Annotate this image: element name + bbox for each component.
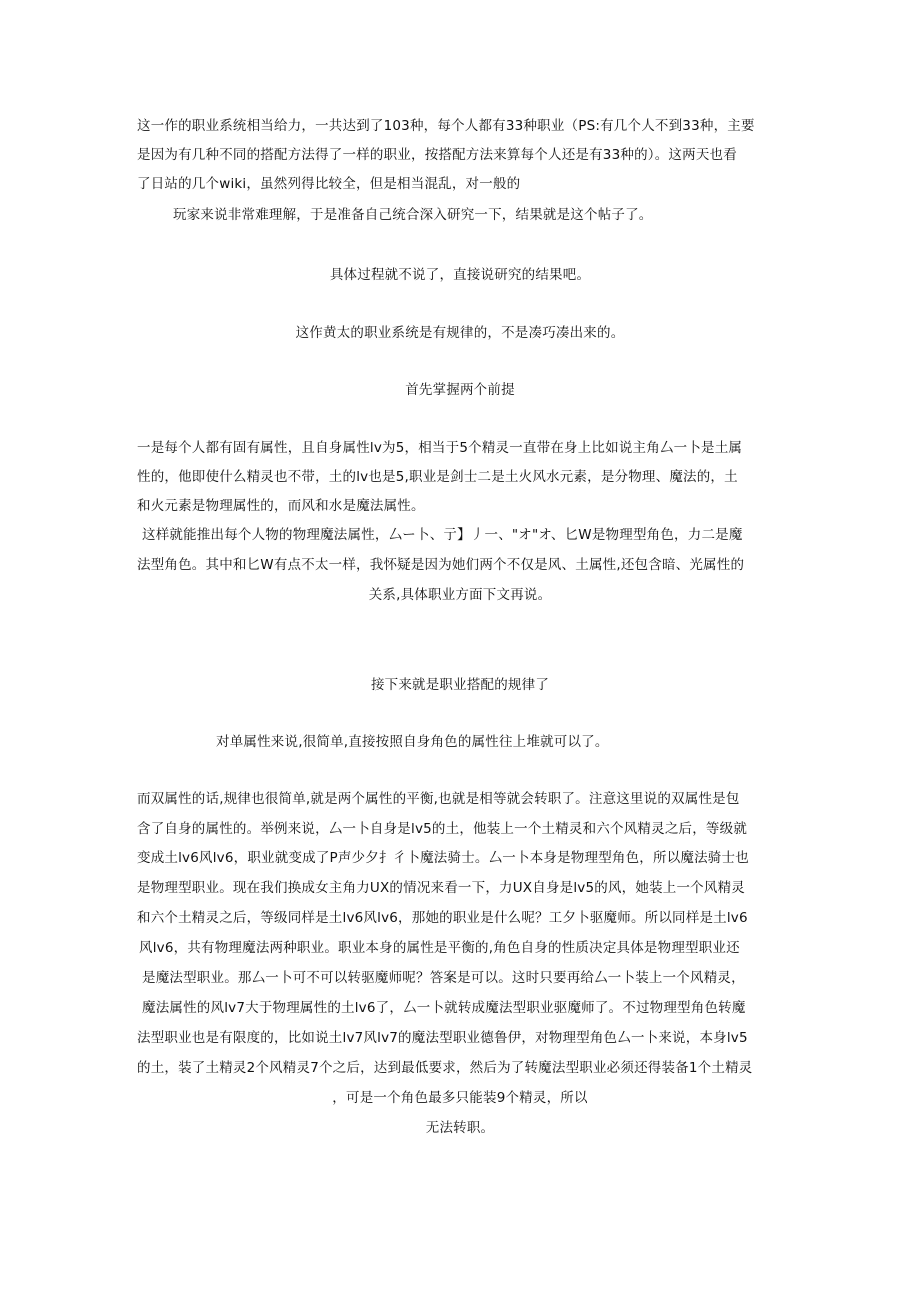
heading-process: 具体过程就不说了，直接说研究的结果吧。 xyxy=(329,267,591,283)
heading-job-rules: 接下来就是职业搭配的规律了 xyxy=(370,677,550,693)
paragraph-2-line-1: 一是每个人都有固有属性，且自身属性lv为5，相当于5个精灵一直带在身上比如说主角厶一卜是土属 xyxy=(137,440,743,456)
paragraph-5-line-12: 无法转职。 xyxy=(425,1120,495,1136)
paragraph-2-line-2: 性的，他即使什么精灵也不带，土的lv也是5,职业是剑士二是土火风水元素，是分物理、魔法的，土 xyxy=(137,469,738,485)
paragraph-5-line-4: 是物理型职业。现在我们换成女主角力UX的情况来看一下，力UX自身是lv5的风，她装上一个风精灵 xyxy=(137,880,745,896)
paragraph-2-line-3: 和火元素是物理属性的，而风和水是魔法属性。 xyxy=(137,498,425,514)
paragraph-1-line-2: 是因为有几种不同的搭配方法得了一样的职业，按搭配方法来算每个人还是有33种的）。这两天也看 xyxy=(137,147,737,163)
paragraph-5-line-8: 魔法属性的风lv7大于物理属性的土lv6了，厶一卜就转成魔法型职业驱魔师了。不过物理型角色转魔 xyxy=(142,1000,746,1016)
paragraph-1-line-3: 了日站的几个wiki，虽然列得比较全，但是相当混乱，对一般的 xyxy=(137,176,521,192)
paragraph-3-line-2: 法型角色。其中和匕W有点不太一样，我怀疑是因为她们两个不仅是风、土属性,还包含暗、光属性的 xyxy=(137,557,745,573)
heading-premises: 首先掌握两个前提 xyxy=(405,382,515,398)
paragraph-3-line-3: 关系,具体职业方面下文再说。 xyxy=(368,587,552,603)
paragraph-1-line-4: 玩家来说非常难理解，于是准备自己统合深入研究一下，结果就是这个帖子了。 xyxy=(173,207,653,223)
paragraph-5-line-9: 法型职业也是有限度的，比如说土lv7风lv7的魔法型职业德鲁伊，对物理型角色厶一卜来说，本身lv5 xyxy=(137,1030,748,1046)
paragraph-5-line-2: 含了自身的属性的。举例来说，厶一卜自身是lv5的土，他装上一个土精灵和六个风精灵之后，等级就 xyxy=(137,821,748,837)
paragraph-5-line-7: 是魔法型职业。那厶一卜可不可以转驱魔师呢？答案是可以。这时只要再给厶一卜装上一个风精灵， xyxy=(142,970,745,986)
paragraph-1-line-1: 这一作的职业系统相当给力，一共达到了103种，每个人都有33种职业（PS:有几个人不到33种，主要 xyxy=(137,118,755,134)
heading-regularity: 这作黄太的职业系统是有规律的，不是凑巧凑出来的。 xyxy=(295,325,625,341)
paragraph-5-line-3: 变成土lv6风lv6，职业就变成了P声少夕扌彳卜魔法骑士。厶一卜本身是物理型角色，所以魔法骑士也 xyxy=(137,850,749,866)
paragraph-5-line-1: 而双属性的话,规律也很简单,就是两个属性的平衡,也就是相等就会转职了。注意这里说的双属性是包 xyxy=(137,791,740,807)
paragraph-3-line-1: 这样就能推出每个人物的物理魔法属性，厶ー卜、亍】丿一、"オ"オ、匕W是物理型角色，力二是魔 xyxy=(142,527,743,543)
paragraph-5-line-6: 风lv6，共有物理魔法两种职业。职业本身的属性是平衡的,角色自身的性质决定具体是物理型职业还 xyxy=(139,940,740,956)
paragraph-5-line-5: 和六个土精灵之后，等级同样是土lv6风lv6，那她的职业是什么呢？工夕卜驱魔师。所以同样是土lv6 xyxy=(137,910,748,926)
paragraph-5-line-11: ，可是一个角色最多只能装9个精灵，所以 xyxy=(332,1090,588,1106)
paragraph-4: 对单属性来说,很简单,直接按照自身角色的属性往上堆就可以了。 xyxy=(216,734,609,750)
paragraph-5-line-10: 的土，装了土精灵2个风精灵7个之后，达到最低要求，然后为了转魔法型职业必须还得装备1个土精灵 xyxy=(137,1060,753,1076)
